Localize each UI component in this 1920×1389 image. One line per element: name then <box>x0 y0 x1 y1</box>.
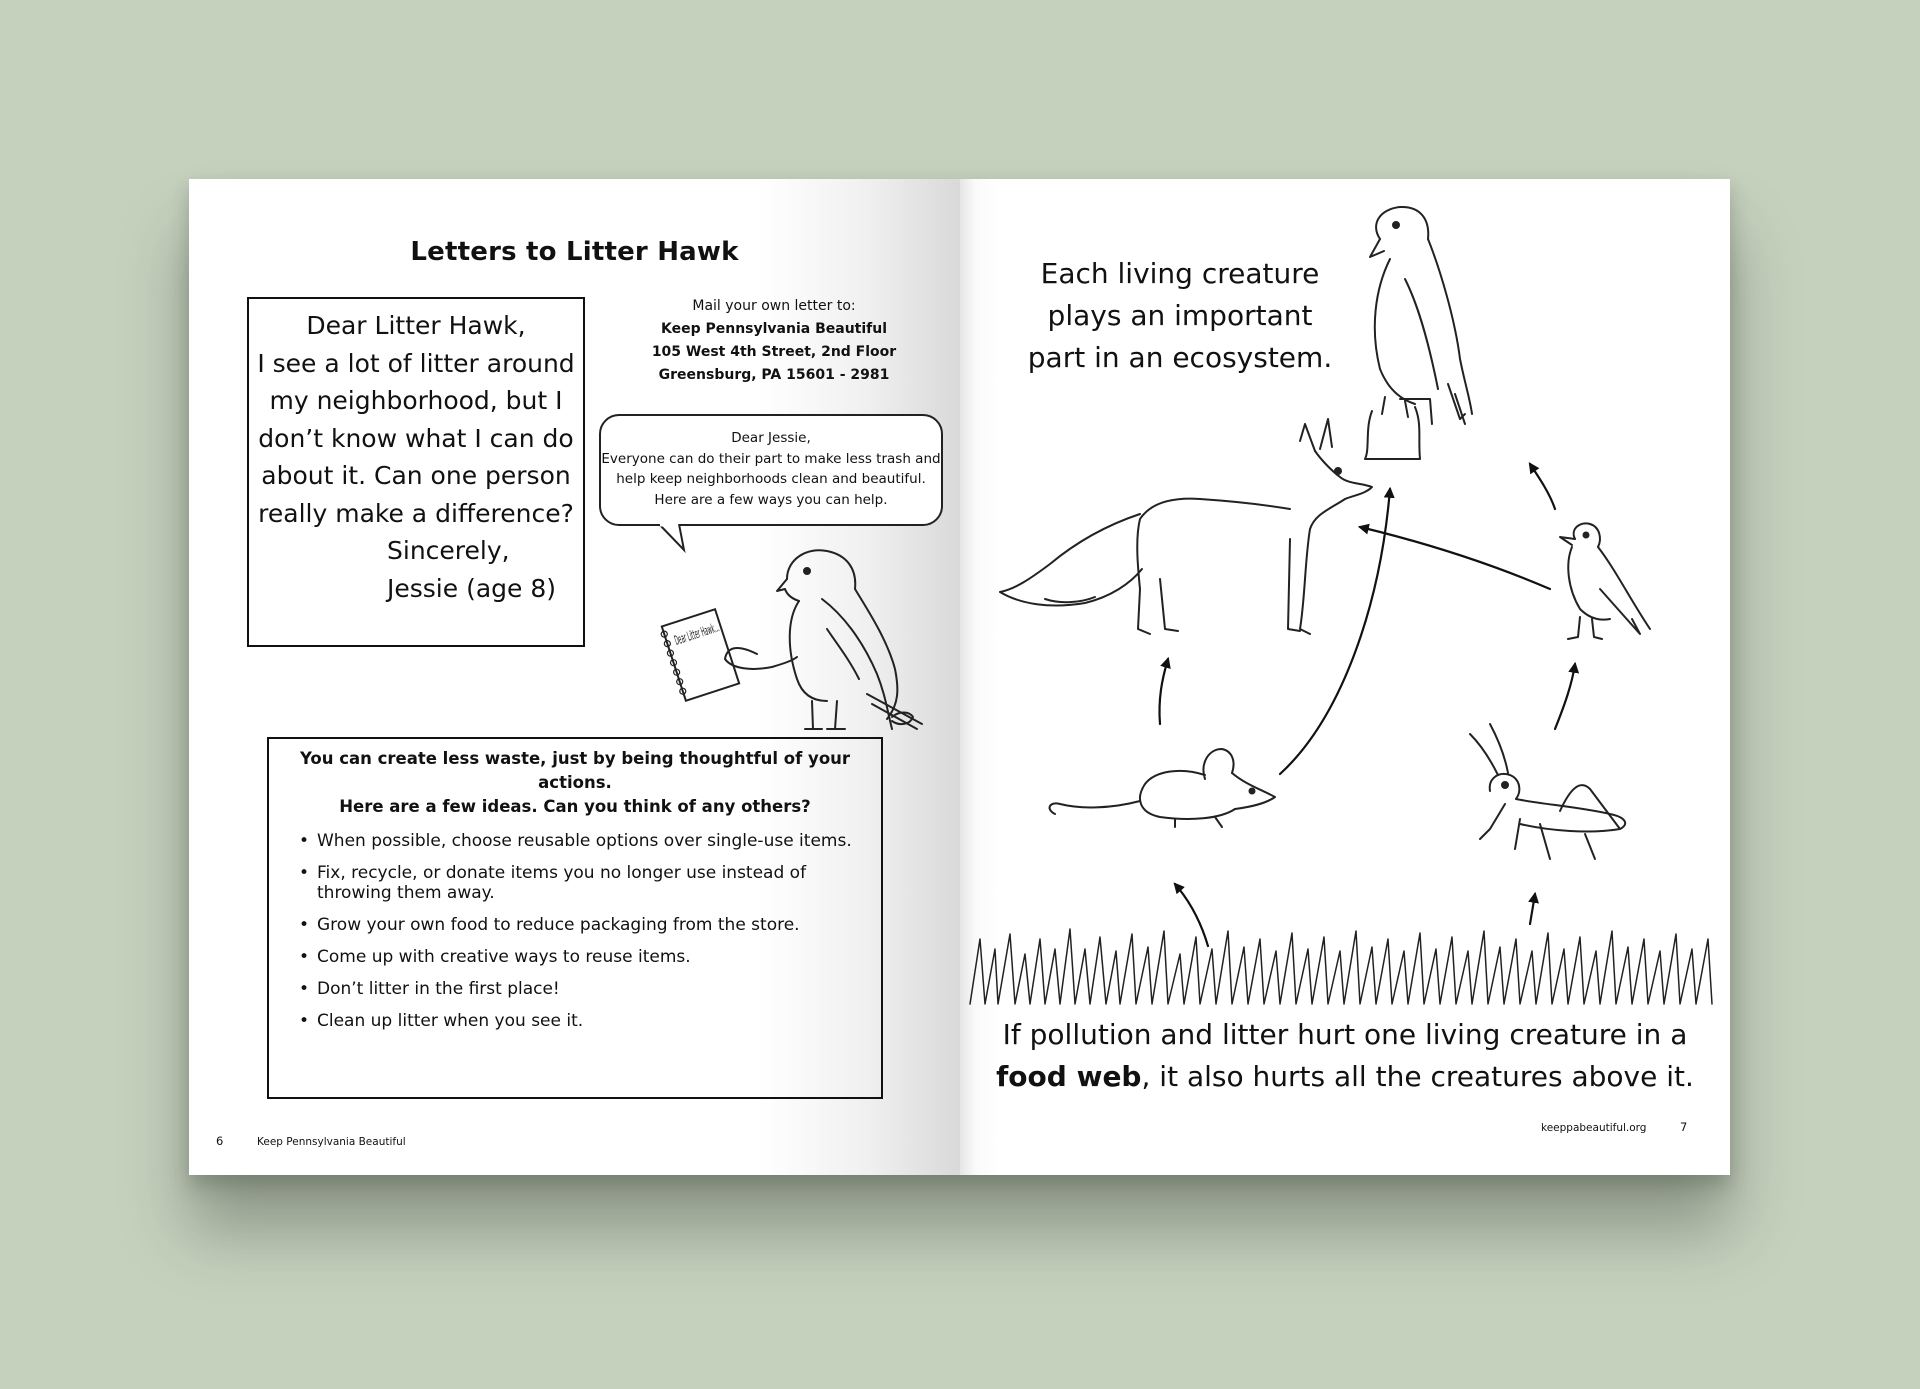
tip-text: Don’t litter in the first place! <box>317 979 560 999</box>
letter-line: don’t know what I can do <box>258 423 574 453</box>
letter-closing: Sincerely, <box>387 536 510 565</box>
mail-org: Keep Pennsylvania Beautiful <box>660 321 888 337</box>
bullet-icon: • <box>299 915 310 935</box>
caption-line: Each living creature <box>1040 257 1320 290</box>
reply-speech-bubble <box>599 414 943 526</box>
footer-publisher: Keep Pennsylvania Beautiful <box>257 1136 406 1148</box>
caption-rest: , it also hurts all the creatures above it. <box>1141 1060 1694 1093</box>
list-item <box>299 947 881 967</box>
tip-text: When possible, choose reusable options over single-use items. <box>317 831 852 851</box>
arrow-bird-to-fox <box>1360 527 1550 589</box>
arrow-bird-to-eagle <box>1530 464 1555 509</box>
list-item <box>299 915 881 935</box>
mail-intro: Mail your own letter to: <box>692 298 856 314</box>
tips-list <box>269 831 881 1031</box>
tips-heading <box>269 747 881 819</box>
arrow-grass-to-grasshopper <box>1530 894 1535 924</box>
reply-line: help keep neighborhoods clean and beautiful. <box>616 471 926 487</box>
list-item <box>299 863 881 903</box>
list-item <box>299 831 881 851</box>
arrow-grasshopper-to-bird <box>1555 664 1575 729</box>
mouse-icon <box>1050 749 1275 827</box>
page-title: Letters to Litter Hawk <box>410 237 739 267</box>
caption-line <box>960 1056 1730 1098</box>
book-spread <box>189 179 1730 1175</box>
grass-icon <box>970 929 1712 1004</box>
mail-street: 105 West 4th Street, 2nd Floor <box>651 344 897 360</box>
footer-website: keeppabeautiful.org <box>1541 1122 1647 1134</box>
mail-city: Greensburg, PA 15601 - 2981 <box>658 367 890 383</box>
letter-line: Dear Litter Hawk, <box>306 311 526 340</box>
tip-text: Grow your own food to reduce packaging from the store. <box>317 915 800 935</box>
caption-line: If pollution and litter hurt one living creature in a <box>1002 1018 1688 1051</box>
page-number: 7 <box>1680 1120 1688 1134</box>
tips-box <box>267 737 883 1099</box>
bullet-icon: • <box>299 863 310 883</box>
letter-line: about it. Can one person <box>261 461 571 490</box>
arrow-grass-to-mouse <box>1175 884 1208 946</box>
mailing-address <box>629 295 919 387</box>
tip-text: Fix, recycle, or donate items you no longer use instead of throwing them away. <box>317 863 807 903</box>
bullet-icon: • <box>299 947 310 967</box>
grasshopper-icon <box>1470 724 1625 859</box>
right-page <box>960 179 1730 1175</box>
bullet-icon: • <box>299 979 310 999</box>
page-number: 6 <box>216 1134 224 1148</box>
tip-text: Clean up litter when you see it. <box>317 1011 584 1031</box>
reply-line: Here are a few ways you can help. <box>654 491 888 508</box>
list-item <box>299 1011 881 1031</box>
food-web-arrows <box>1159 464 1575 946</box>
bullet-icon: • <box>299 1011 310 1031</box>
notebook-text: Dear Litter Hawk... <box>672 596 794 649</box>
letter-box <box>247 297 585 647</box>
letter-line: really make a difference? <box>258 498 574 528</box>
tips-heading-line: Here are a few ideas. Can you think of any others? <box>339 797 811 816</box>
notebook-icon <box>659 596 794 701</box>
litter-hawk-illustration <box>637 529 947 744</box>
letter-line: I see a lot of litter around <box>257 348 575 378</box>
list-item <box>299 979 881 999</box>
left-page <box>189 179 960 1175</box>
tip-text: Come up with creative ways to reuse items. <box>317 947 691 967</box>
bullet-icon: • <box>299 831 310 851</box>
reply-line: Everyone can do their part to make less trash and <box>601 450 941 467</box>
letter-signature: Jessie (age 8) <box>387 573 557 603</box>
arrow-mouse-to-eagle <box>1280 489 1390 774</box>
arrow-mouse-to-fox <box>1159 659 1168 724</box>
eagle-icon <box>1365 207 1472 459</box>
caption-line: part in an ecosystem. <box>1027 341 1333 374</box>
food-web-caption <box>960 1014 1730 1098</box>
caption-bold: food web <box>996 1060 1142 1093</box>
bird-icon <box>1560 523 1650 639</box>
letter-line: my neighborhood, but I <box>269 386 563 415</box>
caption-line: plays an important <box>1047 299 1313 332</box>
food-web-illustration <box>960 179 1730 1009</box>
tips-heading-line: You can create less waste, just by being thoughtful of your actions. <box>299 749 851 792</box>
reply-greeting: Dear Jessie, <box>731 430 811 446</box>
fox-icon <box>1000 419 1372 634</box>
